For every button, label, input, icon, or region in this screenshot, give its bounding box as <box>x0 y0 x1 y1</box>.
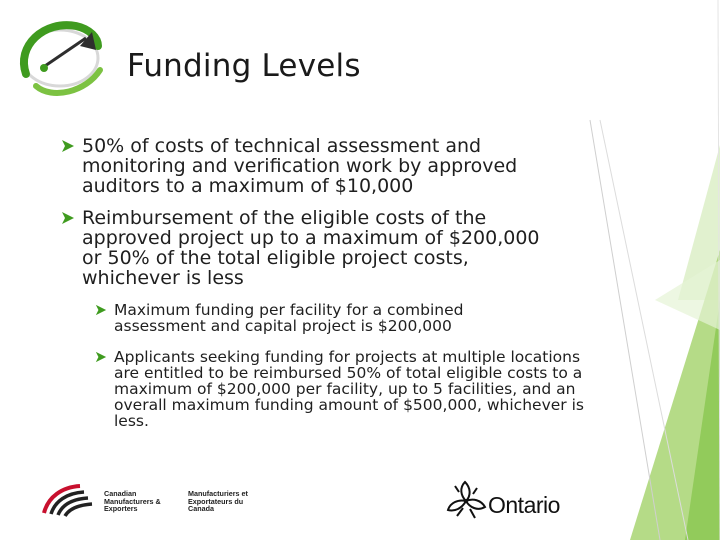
cme-en-line: Manufacturers & <box>104 496 161 506</box>
ontario-wordmark: Ontario <box>488 492 560 518</box>
cme-french-name <box>188 490 248 513</box>
bullet-text: 50% of costs of technical assessment and monitoring and verification work by approved auditors to a maximum of $10,000 <box>82 135 518 197</box>
cme-logo <box>38 483 268 517</box>
cme-fr-line: Manufacturiers et <box>188 489 248 498</box>
trillium-icon <box>445 478 487 524</box>
ontario-logo <box>445 478 570 524</box>
cme-english-name <box>104 490 161 513</box>
cme-en-line: Exporters <box>104 504 138 514</box>
sub-bullet-item <box>88 302 588 334</box>
cme-fr-line: Exportateurs du <box>188 496 244 506</box>
sub-bullet-text: Maximum funding per facility for a combined assessment and capital project is $200,000 <box>114 301 464 335</box>
sub-bullet-item <box>88 349 588 429</box>
bullet-item <box>54 136 554 196</box>
cme-en-line: Canadian <box>104 489 137 498</box>
sub-bullet-text: Applicants seeking funding for projects at multiple locations are entitled to be reimbursed 50% of total eligible costs to a maximum of $200,000 per facility, up to 5 facilities, and an overall maximum funding amount of $500,000, whichever is less. <box>114 348 584 430</box>
green-triangle-arrow-icon <box>88 351 114 363</box>
green-swirl-logo-icon <box>14 16 106 98</box>
cme-mark-icon <box>38 483 96 517</box>
slide-title: Funding Levels <box>127 48 361 84</box>
green-triangle-arrow-icon <box>54 211 82 225</box>
green-triangle-arrow-icon <box>88 304 114 316</box>
cme-fr-line: Canada <box>188 504 214 514</box>
green-triangle-arrow-icon <box>54 139 82 153</box>
bullet-item <box>54 208 554 288</box>
bullet-text: Reimbursement of the eligible costs of the approved project up to a maximum of $200,000 or 50% of the total eligible project costs, whichever is less <box>82 207 540 289</box>
